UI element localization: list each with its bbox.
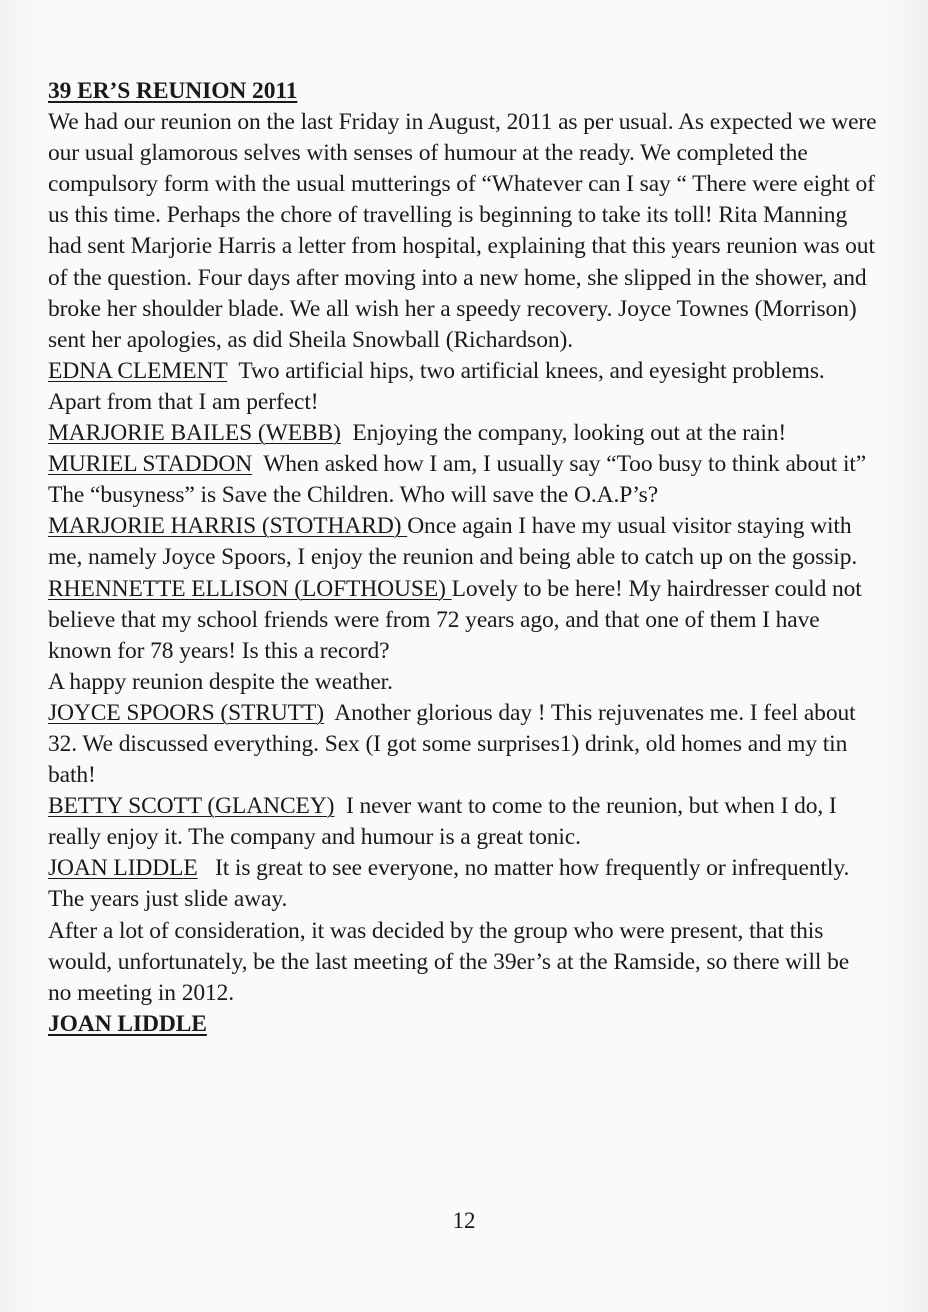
entry-name: MURIEL STADDON (48, 451, 253, 478)
entry-extra-line: A happy reunion despite the weather. (48, 668, 393, 695)
page-number: 12 (452, 1208, 476, 1233)
entry-name: BETTY SCOTT (GLANCEY) (48, 793, 335, 820)
entry-name: EDNA CLEMENT (48, 357, 228, 384)
entry-name: JOYCE SPOORS (STRUTT) (48, 699, 325, 726)
entry-text: When asked how I am, I usually say “Too busy to think about it” The “busyness” is Save the Children. Who will save the O.A.P’s? (48, 451, 872, 509)
entry-text: Enjoying the company, looking out at the rain! (340, 420, 787, 447)
entry-text: I never want to come to the reunion, but when I do, I really enjoy it. The company and humour is a great tonic. (48, 793, 843, 851)
entry-text: Once again I have my usual visitor staying with me, namely Joyce Spoors, I enjoy the reunion and being able to catch up on the gossip. (48, 513, 858, 571)
entry-name: MARJORIE BAILES (WEBB) (48, 420, 341, 447)
entry-text: Another glorious day ! This rejuvenates me. I feel about 32. We discussed everything. Sex (I got some surprises1) drink, old homes and my tin bath! (48, 699, 862, 789)
article-title-line (48, 76, 878, 107)
article-title: 39 ER’S REUNION 2011 (48, 78, 298, 104)
article-body (48, 76, 878, 1040)
entry-paragraph (48, 574, 878, 667)
entry-name: MARJORIE HARRIS (STOTHARD) (48, 513, 408, 540)
intro-paragraph: We had our reunion on the last Friday in August, 2011 as per usual. As expected we were our usual glamorous selves with senses of humour at the ready. We completed the compulsory form with the usual mutterings of “Whatever can I say “ There were eight of us this time. Perhaps the chore of travelling is beginning to take its toll! Rita Manning had sent Marjorie Harris a letter from hospital, explaining that this years reunion was out of the question. Four days after moving into a new home, she slipped in the shower, and broke her shoulder blade. We all wish her a speedy recovery. Joyce Townes (Morrison) sent her apologies, as did Sheila Snowball (Richardson). (48, 109, 877, 353)
entry-paragraph (48, 853, 878, 915)
entry-paragraph (48, 418, 878, 449)
signature: JOAN LIDDLE (48, 1010, 207, 1037)
entry-paragraph (48, 449, 878, 511)
entry-name: RHENNETTE ELLISON (LOFTHOUSE) (48, 575, 452, 602)
entry-text: It is great to see everyone, no matter how frequently or infrequently. The years just slide away. (48, 855, 855, 913)
entry-name: JOAN LIDDLE (48, 855, 198, 882)
closing-paragraph: After a lot of consideration, it was decided by the group who were present, that this would, unfortunately, be the last meeting of the 39er’s at the Ramside, so there will be no meeting in 2012. (48, 917, 850, 1006)
signature-line (48, 1009, 878, 1040)
entry-paragraph (48, 511, 878, 573)
entry-text: Lovely to be here! My hairdresser could not believe that my school friends were from 72 years ago, and that one of them I have known for 78 years! Is this a record? (48, 575, 862, 664)
entry-paragraph (48, 356, 878, 418)
entry-paragraph (48, 791, 878, 853)
entry-paragraph (48, 698, 878, 791)
entry-text: Two artificial hips, two artificial knees, and eyesight problems. Apart from that I am perfect! (48, 357, 830, 415)
